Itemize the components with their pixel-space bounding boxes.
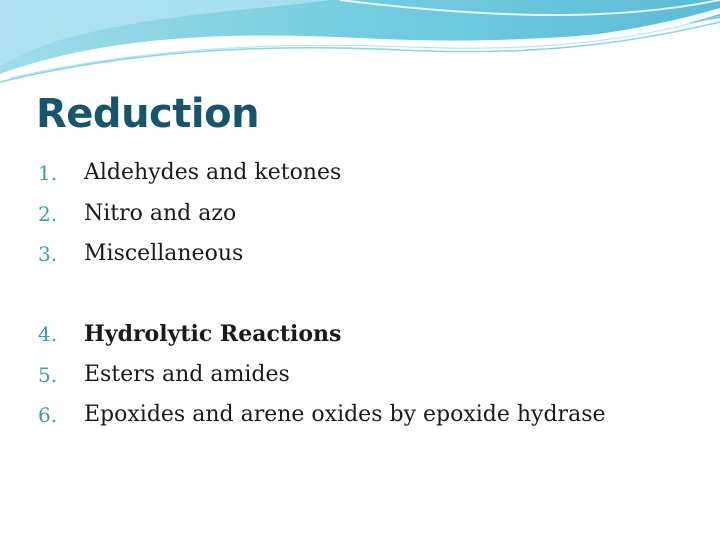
list-item-text: Aldehydes and ketones (84, 160, 342, 185)
slide-title: Reduction (36, 91, 260, 137)
list-item (0, 358, 700, 392)
list-item (0, 156, 700, 190)
list-item-number: 4. (38, 322, 58, 346)
list-item-text: Epoxides and arene oxides by epoxide hydrase (84, 402, 606, 427)
header-wave-decoration (0, 0, 720, 90)
list-item (0, 197, 700, 231)
list-item-number: 6. (38, 403, 58, 427)
list-item (0, 237, 700, 271)
list-item (0, 317, 700, 351)
list-item-number: 3. (38, 242, 58, 266)
list-item-text: Esters and amides (84, 362, 290, 387)
list-item-text: Hydrolytic Reactions (84, 321, 342, 347)
list-item-number: 2. (38, 202, 58, 226)
list-item-number: 5. (38, 363, 58, 387)
list-item-text: Nitro and azo (84, 201, 237, 226)
list-item (0, 398, 700, 432)
list-item-text: Miscellaneous (84, 241, 244, 266)
list-item-number: 1. (38, 161, 58, 185)
